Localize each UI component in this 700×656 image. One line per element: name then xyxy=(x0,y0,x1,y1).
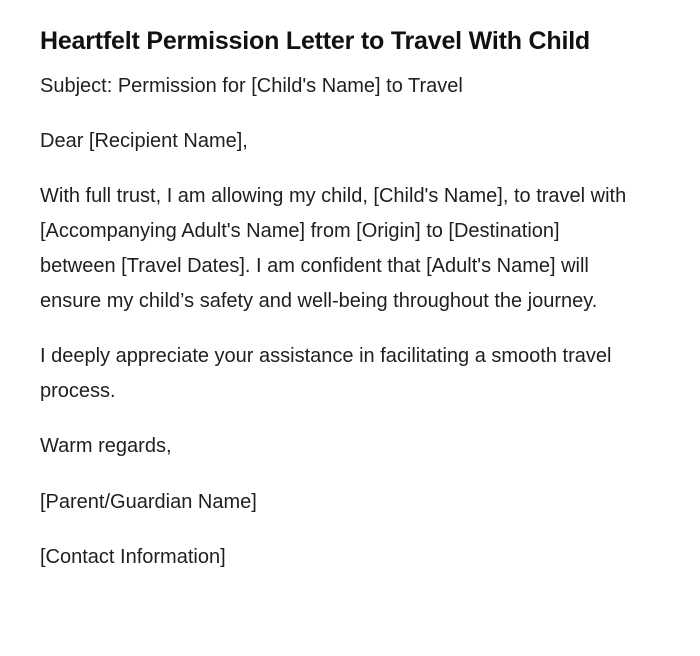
letter-subject: Subject: Permission for [Child's Name] to Travel xyxy=(40,75,463,97)
letter-body-paragraph: With full trust, I am allowing my child, [Child's Name], to travel with [Accompanying Adult's Name] from [Origin] to [Destination] between [Travel Dates]. I am confident that [Adult's Name] will ensure my child’s safety and well-being throughout the journey. xyxy=(40,185,627,312)
letter-contact-info: [Contact Information] xyxy=(40,546,226,568)
letter-greeting: Dear [Recipient Name], xyxy=(40,130,248,152)
letter-closing: Warm regards, xyxy=(40,435,172,457)
letter-signature: [Parent/Guardian Name] xyxy=(40,491,257,513)
letter-body-paragraph: I deeply appreciate your assistance in facilitating a smooth travel process. xyxy=(40,345,612,402)
letter-title: Heartfelt Permission Letter to Travel With Child xyxy=(40,27,591,55)
